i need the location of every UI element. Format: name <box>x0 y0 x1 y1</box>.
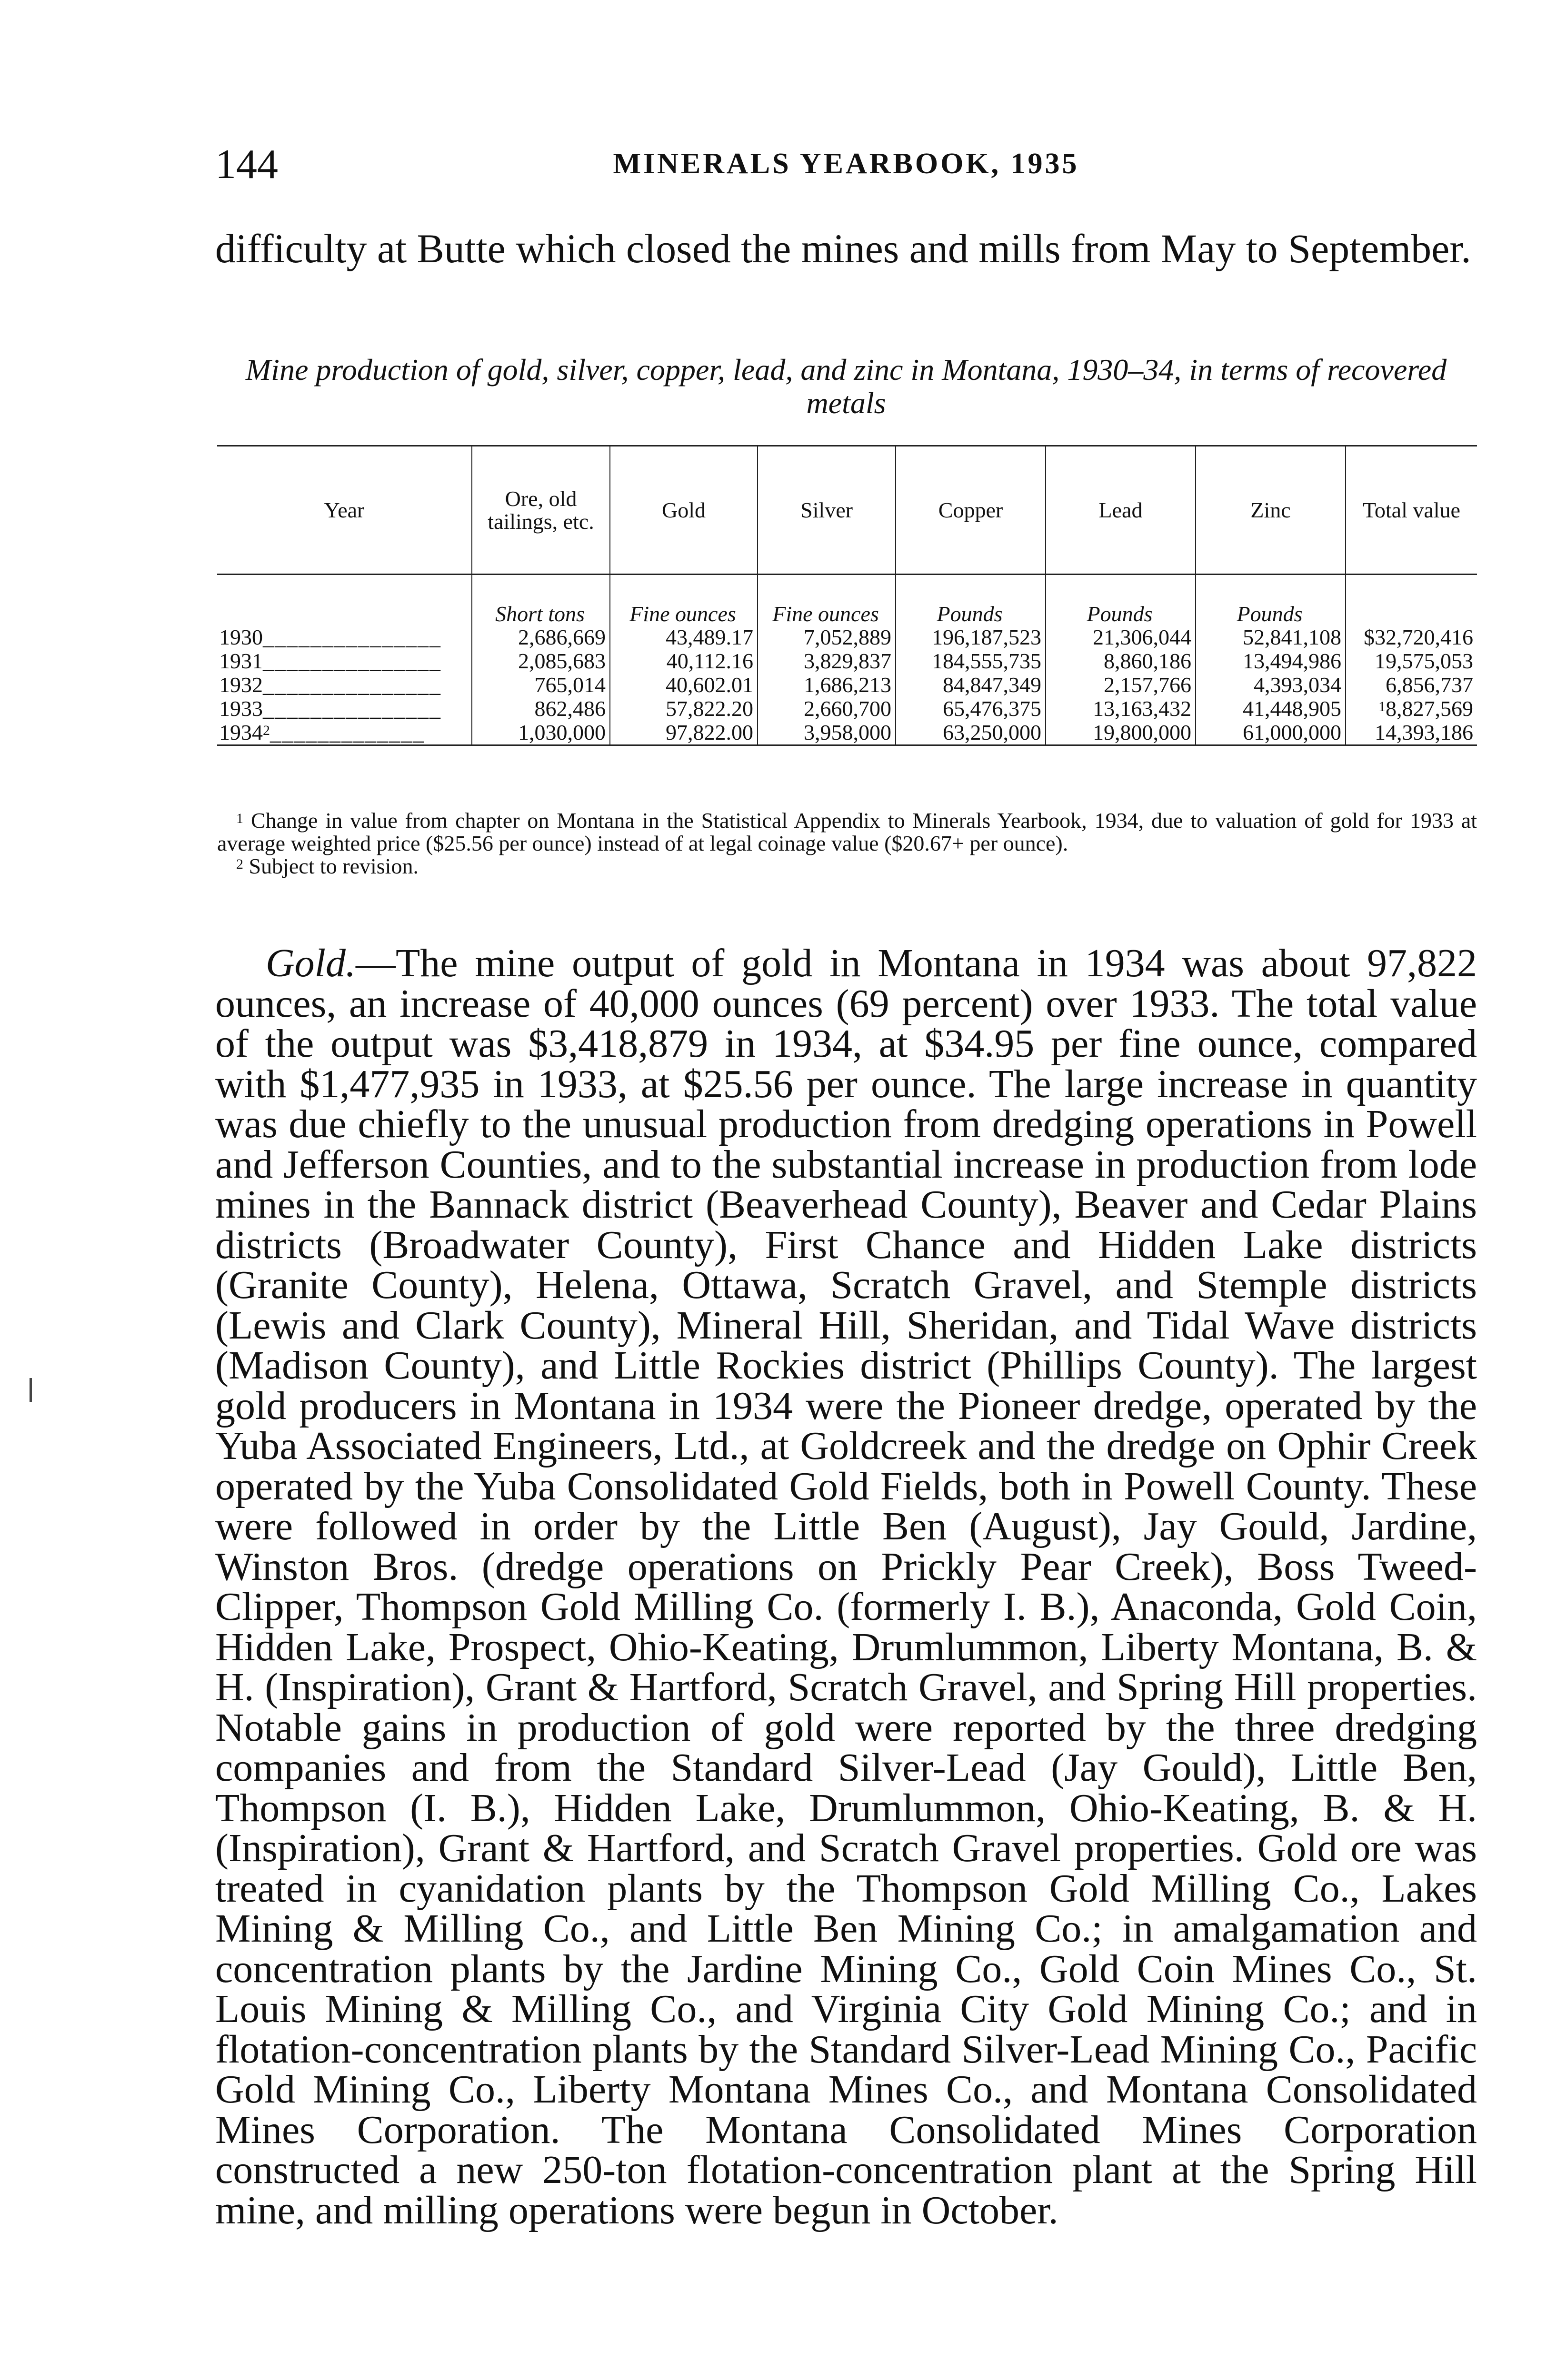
copper-cell: 63,250,000 <box>896 721 1046 745</box>
column-header-copper: Copper <box>896 446 1046 575</box>
table-row <box>217 625 1477 649</box>
table-units-row <box>217 575 1477 626</box>
lead-cell: 19,800,000 <box>1046 721 1196 745</box>
dot-leader: _______________ <box>263 696 441 721</box>
column-header-zinc: Zinc <box>1196 446 1346 575</box>
gold-cell: 40,112.16 <box>610 649 758 673</box>
table-caption: Mine production of gold, silver, copper, lead, and zinc in Montana, 1930–34, in terms of recovered metals <box>245 353 1447 420</box>
lead-cell: 21,306,044 <box>1046 625 1196 649</box>
silver-cell: 2,660,700 <box>758 697 896 721</box>
silver-cell: 7,052,889 <box>758 625 896 649</box>
unit-year <box>217 575 472 626</box>
footnote-mark: 2 <box>236 856 243 872</box>
unit-gold: Fine ounces <box>610 575 758 626</box>
page-number: 144 <box>215 141 278 188</box>
gold-paragraph <box>215 943 1477 2231</box>
column-header-ore: Ore, old tailings, etc. <box>472 446 610 575</box>
ore-cell: 2,085,683 <box>472 649 610 673</box>
zinc-cell: 61,000,000 <box>1196 721 1346 745</box>
year-value: 1931 <box>219 649 263 673</box>
total-value: 8,827,569 <box>1386 696 1473 721</box>
lead-cell: 2,157,766 <box>1046 673 1196 697</box>
ore-cell: 1,030,000 <box>472 721 610 745</box>
section-title: Gold. <box>266 941 356 985</box>
footnote <box>217 809 1477 855</box>
ore-cell: 862,486 <box>472 697 610 721</box>
margin-mark <box>30 1378 32 1402</box>
gold-cell: 43,489.17 <box>610 625 758 649</box>
unit-zinc: Pounds <box>1196 575 1346 626</box>
total-value: 14,393,186 <box>1375 720 1473 744</box>
column-header-year: Year <box>217 446 472 575</box>
unit-lead: Pounds <box>1046 575 1196 626</box>
column-header-gold: Gold <box>610 446 758 575</box>
total-cell <box>1346 721 1477 745</box>
silver-cell: 3,958,000 <box>758 721 896 745</box>
zinc-cell: 52,841,108 <box>1196 625 1346 649</box>
total-cell <box>1346 625 1477 649</box>
running-title: MINERALS YEARBOOK, 1935 <box>613 148 1079 180</box>
lead-cell: 13,163,432 <box>1046 697 1196 721</box>
production-table-container <box>217 445 1477 746</box>
table-row <box>217 721 1477 745</box>
gold-cell: 40,602.01 <box>610 673 758 697</box>
unit-copper: Pounds <box>896 575 1046 626</box>
year-value: 1932 <box>219 673 263 697</box>
footnote-text: Change in value from chapter on Montana in the Statistical Appendix to Minerals Yearbook, 1934, due to valuation of gold for 1933 at average weighted price ($25.56 per ounce) instead of at legal coinage value ($20.67+ per ounce). <box>217 808 1477 855</box>
copper-cell: 84,847,349 <box>896 673 1046 697</box>
year-cell <box>217 625 472 649</box>
year-cell <box>217 721 472 745</box>
table-header-row <box>217 446 1477 575</box>
total-value: 6,856,737 <box>1386 673 1473 697</box>
zinc-cell: 13,494,986 <box>1196 649 1346 673</box>
zinc-cell: 4,393,034 <box>1196 673 1346 697</box>
silver-cell: 3,829,837 <box>758 649 896 673</box>
running-head <box>215 140 1477 193</box>
year-value: 1930 <box>219 625 263 649</box>
year-cell <box>217 697 472 721</box>
silver-cell: 1,686,213 <box>758 673 896 697</box>
total-value: $32,720,416 <box>1364 625 1473 649</box>
production-table <box>217 445 1477 746</box>
unit-ore: Short tons <box>472 575 610 626</box>
column-header-total-value: Total value <box>1346 446 1477 575</box>
year-footnote-mark: 2 <box>263 723 270 738</box>
title-dash: — <box>356 941 396 985</box>
copper-cell: 65,476,375 <box>896 697 1046 721</box>
table-row <box>217 697 1477 721</box>
footnote-mark: 1 <box>236 811 243 826</box>
total-value: 19,575,053 <box>1375 649 1473 673</box>
copper-cell: 184,555,735 <box>896 649 1046 673</box>
continued-paragraph: difficulty at Butte which closed the mines and mills from May to September. <box>215 226 1471 271</box>
unit-silver: Fine ounces <box>758 575 896 626</box>
year-cell <box>217 673 472 697</box>
total-cell <box>1346 673 1477 697</box>
table-footnotes <box>217 809 1477 878</box>
section-body-text: The mine output of gold in Montana in 1934 was about 97,822 ounces, an increase of 40,000 ounces (69 percent) over 1933. The total value of the output was $3,418,879 in 1934, at $34.95 per fine ounce, compared with $1,477,935 in 1933, at $25.56 per ounce. The large increase in quantity was due chiefly to the unusual production from dredging operations in Powell and Jefferson Counties, and to the substantial increase in production from lode mines in the Bannack district (Beaverhead County), Beaver and Cedar Plains districts (Broadwater County), First Chance and Hidden Lake districts (Granite County), Helena, Ottawa, Scratch Gravel, and Stemple districts (Lewis and Clark County), Mineral Hill, Sheridan, and Tidal Wave districts (Madison County), and Little Rockies district (Phillips County). The largest gold producers in Montana in 1934 were the Pioneer dredge, operated by the Yuba Associated Engineers, Ltd., at Goldcreek and the dredge on Ophir Creek operated by the Yuba Consolidated Gold Fields, both in Powell County. These were followed in order by the Little Ben (August), Jay Gould, Jardine, Winston Bros. (dredge operations on Prickly Pear Creek), Boss Tweed-Clipper, Thompson Gold Milling Co. (formerly I. B.), Anaconda, Gold Coin, Hidden Lake, Prospect, Ohio-Keating, Drumlummon, Liberty Montana, B. & H. (Inspiration), Grant & Hartford, Scratch Gravel, and Spring Hill properties. Notable gains in production of gold were reported by the three dredging companies and from the Standard Silver-Lead (Jay Gould), Little Ben, Thompson (I. B.), Hidden Lake, Drumlummon, Ohio-Keating, B. & H. (Inspiration), Grant & Hartford, and Scratch Gravel properties. Gold ore was treated in cyanidation plants by the Thompson Gold Milling Co., Lakes Mining & Milling Co., and Little Ben Mining Co.; in amalgamation and concentration plants by the Jardine Mining Co., Gold Coin Mines Co., St. Louis Mining & Milling Co., and Virginia City Gold Mining Co.; and in flotation-concentration plants by the Standard Silver-Lead Mining Co., Pacific Gold Mining Co., Liberty Montana Mines Co., and Montana Consolidated Mines Corporation. The Montana Consolidated Mines Corporation constructed a new 250-ton flotation-concentration plant at the Spring Hill mine, and milling operations were begun in October. <box>215 941 1477 2232</box>
ore-cell: 2,686,669 <box>472 625 610 649</box>
year-value: 1934 <box>219 720 263 744</box>
dot-leader: _______________ <box>263 673 441 697</box>
year-cell <box>217 649 472 673</box>
dot-leader: _____________ <box>270 720 425 744</box>
dot-leader: _______________ <box>263 649 441 673</box>
zinc-cell: 41,448,905 <box>1196 697 1346 721</box>
lead-cell: 8,860,186 <box>1046 649 1196 673</box>
column-header-silver: Silver <box>758 446 896 575</box>
total-footnote-mark: 1 <box>1378 699 1386 714</box>
ore-cell: 765,014 <box>472 673 610 697</box>
column-header-lead: Lead <box>1046 446 1196 575</box>
unit-total <box>1346 575 1477 626</box>
gold-cell: 97,822.00 <box>610 721 758 745</box>
copper-cell: 196,187,523 <box>896 625 1046 649</box>
table-row <box>217 673 1477 697</box>
total-cell <box>1346 697 1477 721</box>
dot-leader: _______________ <box>263 625 441 649</box>
table-row <box>217 649 1477 673</box>
footnote-text: Subject to revision. <box>249 854 419 878</box>
total-cell <box>1346 649 1477 673</box>
gold-cell: 57,822.20 <box>610 697 758 721</box>
footnote <box>217 855 1477 878</box>
year-value: 1933 <box>219 696 263 721</box>
